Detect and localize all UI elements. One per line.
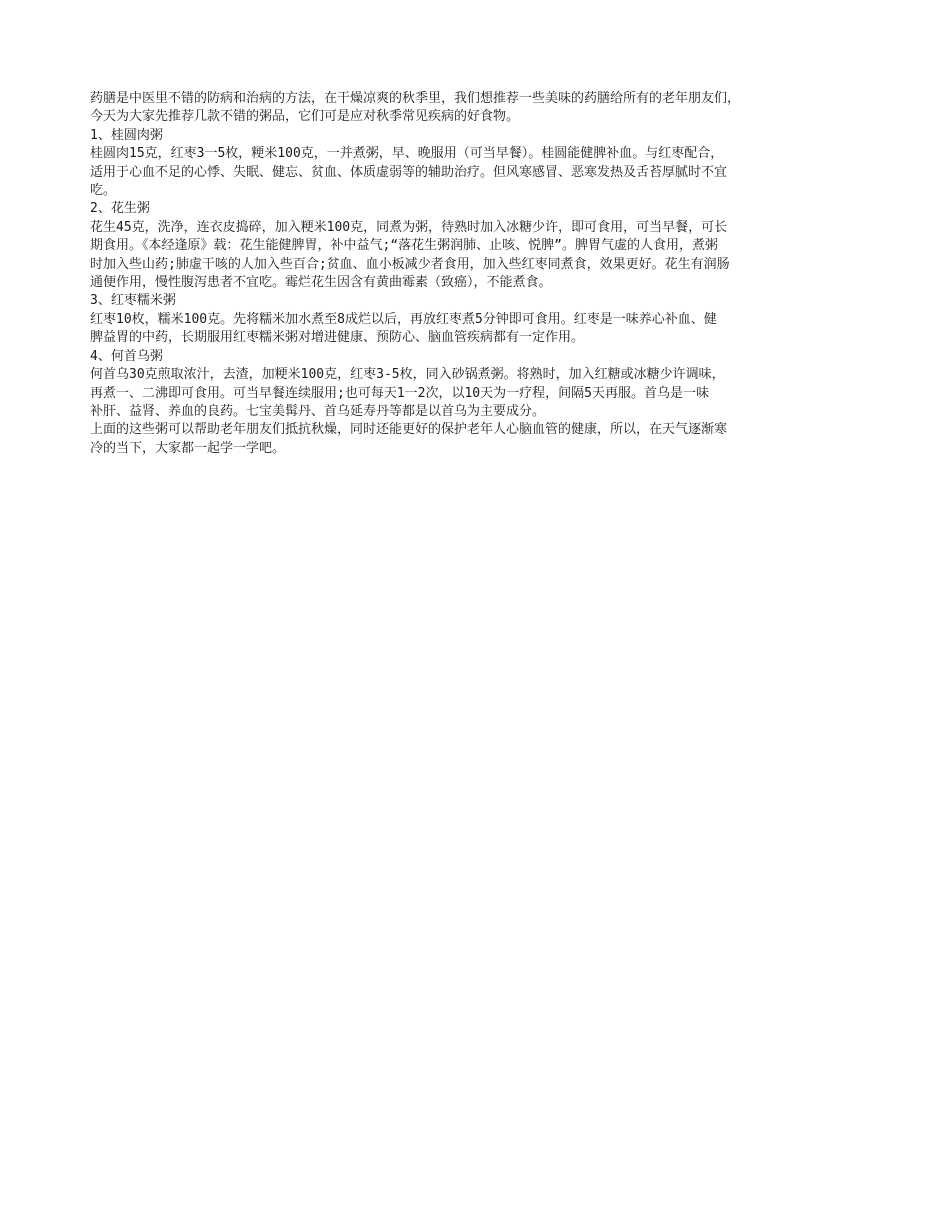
text-line: 再煮一、二沸即可食用。可当早餐连续服用;也可每天1一2次，以10天为一疗程，间隔5天再服。首乌是一味 (90, 385, 709, 401)
document-body (90, 90, 870, 458)
text-line: 红枣10枚，糯米100克。先将糯米加水煮至8成烂以后，再放红枣煮5分钟即可食用。红枣是一味养心补血、健 (90, 311, 717, 327)
section-heading: 2、花生粥 (90, 201, 150, 217)
section-heading: 3、红枣糯米粥 (90, 293, 176, 309)
text-line: 冷的当下，大家都一起学一学吧。 (90, 440, 286, 456)
text-line: 补肝、益肾、养血的良药。七宝美髯丹、首乌延寿丹等都是以首乌为主要成分。 (90, 403, 546, 419)
text-line: 上面的这些粥可以帮助老年朋友们抵抗秋燥，同时还能更好的保护老年人心脑血管的健康，所以，在天气逐渐寒 (90, 422, 728, 438)
text-line: 花生45克，洗净，连衣皮捣碎，加入粳米100克，同煮为粥，待熟时加入冰糖少许，即可食用，可当早餐，可长 (90, 219, 728, 235)
text-line: 何首乌30克煎取浓汁，去渣，加粳米100克，红枣3-5枚，同入砂锅煮粥。将熟时，加入红糖或冰糖少许调味， (90, 367, 725, 383)
section-heading: 4、何首乌粥 (90, 348, 163, 364)
text-line: 桂圆肉15克，红枣3一5枚，粳米100克，一并煮粥，早、晚服用（可当早餐）。桂圆能健脾补血。与红枣配合， (90, 146, 724, 162)
section-jujube-rice-porridge (90, 292, 870, 347)
section-guiyuan-porridge (90, 127, 870, 201)
text-line: 脾益胃的中药，长期服用红枣糯米粥对增进健康、预防心、脑血管疾病都有一定作用。 (90, 330, 585, 346)
text-line: 时加入些山药;肺虚干咳的人加入些百合;贫血、血小板减少者食用，加入些红枣同煮食，效果更好。花生有润肠 (90, 256, 730, 272)
text-line: 药膳是中医里不错的防病和治病的方法，在干燥凉爽的秋季里，我们想推荐一些美味的药膳给所有的老年朋友们， (90, 91, 741, 106)
text-line: 适用于心血不足的心悸、失眠、健忘、贫血、体质虚弱等的辅助治疗。但风寒感冒、恶寒发热及舌苔厚腻时不宜 (90, 164, 728, 180)
intro-paragraph (90, 90, 870, 127)
text-line: 今天为大家先推荐几款不错的粥品，它们可是应对秋季常见疾病的好食物。 (90, 109, 520, 125)
text-line: 期食用。《本经逢原》载：花生能健脾胃，补中益气;“落花生粥润肺、止咳、悦脾”。脾胃气虚的人食用，煮粥 (90, 238, 718, 254)
conclusion-paragraph (90, 421, 870, 458)
text-line: 吃。 (90, 183, 117, 199)
section-heading: 1、桂圆肉粥 (90, 127, 163, 143)
section-peanut-porridge (90, 200, 870, 292)
section-heshouwu-porridge (90, 348, 870, 422)
text-line: 通便作用，慢性腹泻患者不宜吃。霉烂花生因含有黄曲霉素（致癌），不能煮食。 (90, 275, 552, 291)
